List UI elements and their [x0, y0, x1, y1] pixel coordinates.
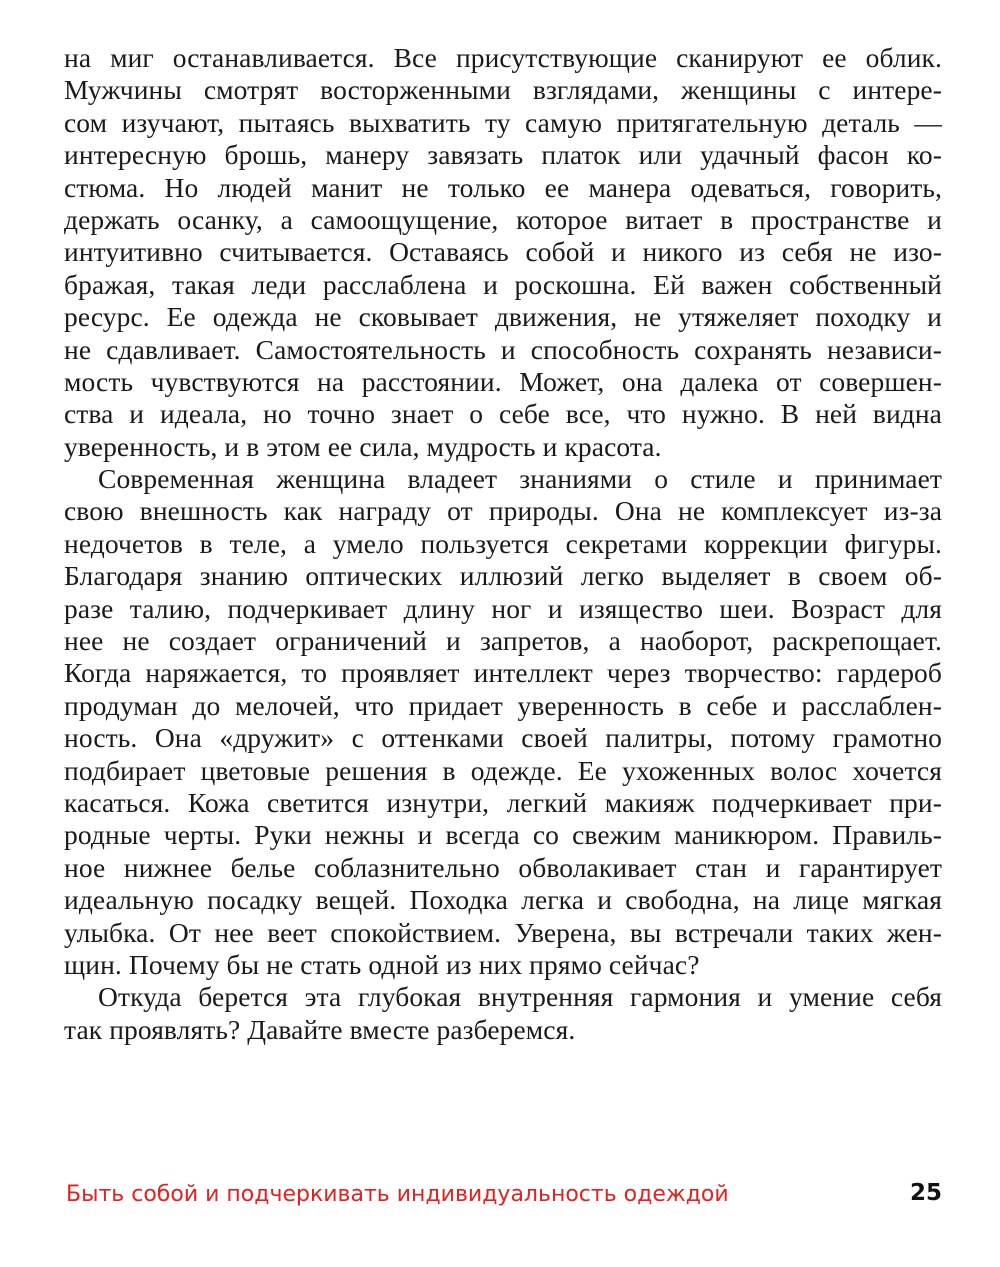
- text-line: нее не создает ограничений и запретов, а наоборот, раскрепощает.: [64, 625, 942, 657]
- text-line: разе талию, подчеркивает длину ног и изящество шеи. Возраст для: [64, 592, 942, 624]
- text-line: подбирает цветовые решения в одежде. Ее ухоженных волос хочется: [64, 754, 942, 786]
- text-line: недочетов в теле, а умело пользуется секретами коррекции фигуры.: [64, 527, 942, 559]
- text-line: на миг останавливается. Все присутствующие сканируют ее облик.: [64, 42, 942, 73]
- text-line: касаться. Кожа светится изнутри, легкий макияж подчеркивает при-: [64, 786, 942, 818]
- text-line: ность. Она «дружит» с оттенками своей палитры, потому грамотно: [64, 722, 942, 754]
- text-line: Благодаря знанию оптических иллюзий легко выделяет в своем об-: [64, 560, 942, 592]
- text-line: продуман до мелочей, что придает уверенность в себе и расслаблен-: [64, 689, 942, 721]
- text-line: щин. Почему бы не стать одной из них прямо сейчас?: [64, 948, 700, 980]
- text-line: Откуда берется эта глубокая внутренняя гармония и умение себя: [98, 981, 942, 1013]
- text-line: интуитивно считывается. Оставаясь собой и никого из себя не изо-: [64, 236, 942, 268]
- text-line: мость чувствуются на расстоянии. Может, она далека от совершен-: [64, 365, 942, 397]
- text-line: так проявлять? Давайте вместе разберемся.: [64, 1013, 576, 1045]
- text-line: свою внешность как награду от природы. Она не комплексует из-за: [64, 495, 942, 527]
- running-footer-title: Быть собой и подчеркивать индивидуальность одеждой: [66, 1182, 729, 1207]
- text-line: ресурс. Ее одежда не сковывает движения, не утяжеляет походку и: [64, 301, 942, 333]
- text-line: Современная женщина владеет знаниями о стиле и принимает: [98, 463, 942, 495]
- text-line: Мужчины смотрят восторженными взглядами, женщины с интере-: [64, 74, 942, 106]
- text-line: сом изучают, пытаясь выхватить ту самую притягательную деталь —: [64, 106, 942, 138]
- body-text: [64, 42, 942, 1046]
- text-line: уверенность, и в этом ее сила, мудрость и красота.: [64, 430, 662, 462]
- text-line: Когда наряжается, то проявляет интеллект через творчество: гардероб: [64, 657, 942, 689]
- page-number: 25: [909, 1180, 942, 1206]
- text-line: интересную брошь, манеру завязать платок или удачный фасон ко-: [64, 139, 942, 171]
- text-line: не сдавливает. Самостоятельность и способность сохранять независи-: [64, 333, 942, 365]
- text-line: ства и идеала, но точно знает о себе все, что нужно. В ней видна: [64, 398, 942, 430]
- text-line: идеальную посадку вещей. Походка легка и свободна, на лице мягкая: [64, 884, 942, 916]
- text-line: родные черты. Руки нежны и всегда со свежим маникюром. Правиль-: [64, 819, 942, 851]
- text-line: бражая, такая леди расслаблена и роскошна. Ей важен собственный: [64, 268, 942, 300]
- text-line: улыбка. От нее веет спокойствием. Уверена, вы встречали таких жен-: [64, 916, 942, 948]
- text-line: держать осанку, а самоощущение, которое витает в пространстве и: [64, 203, 942, 235]
- text-line: стюма. Но людей манит не только ее манера одеваться, говорить,: [64, 171, 942, 203]
- text-line: ное нижнее белье соблазнительно обволакивает стан и гарантирует: [64, 851, 942, 883]
